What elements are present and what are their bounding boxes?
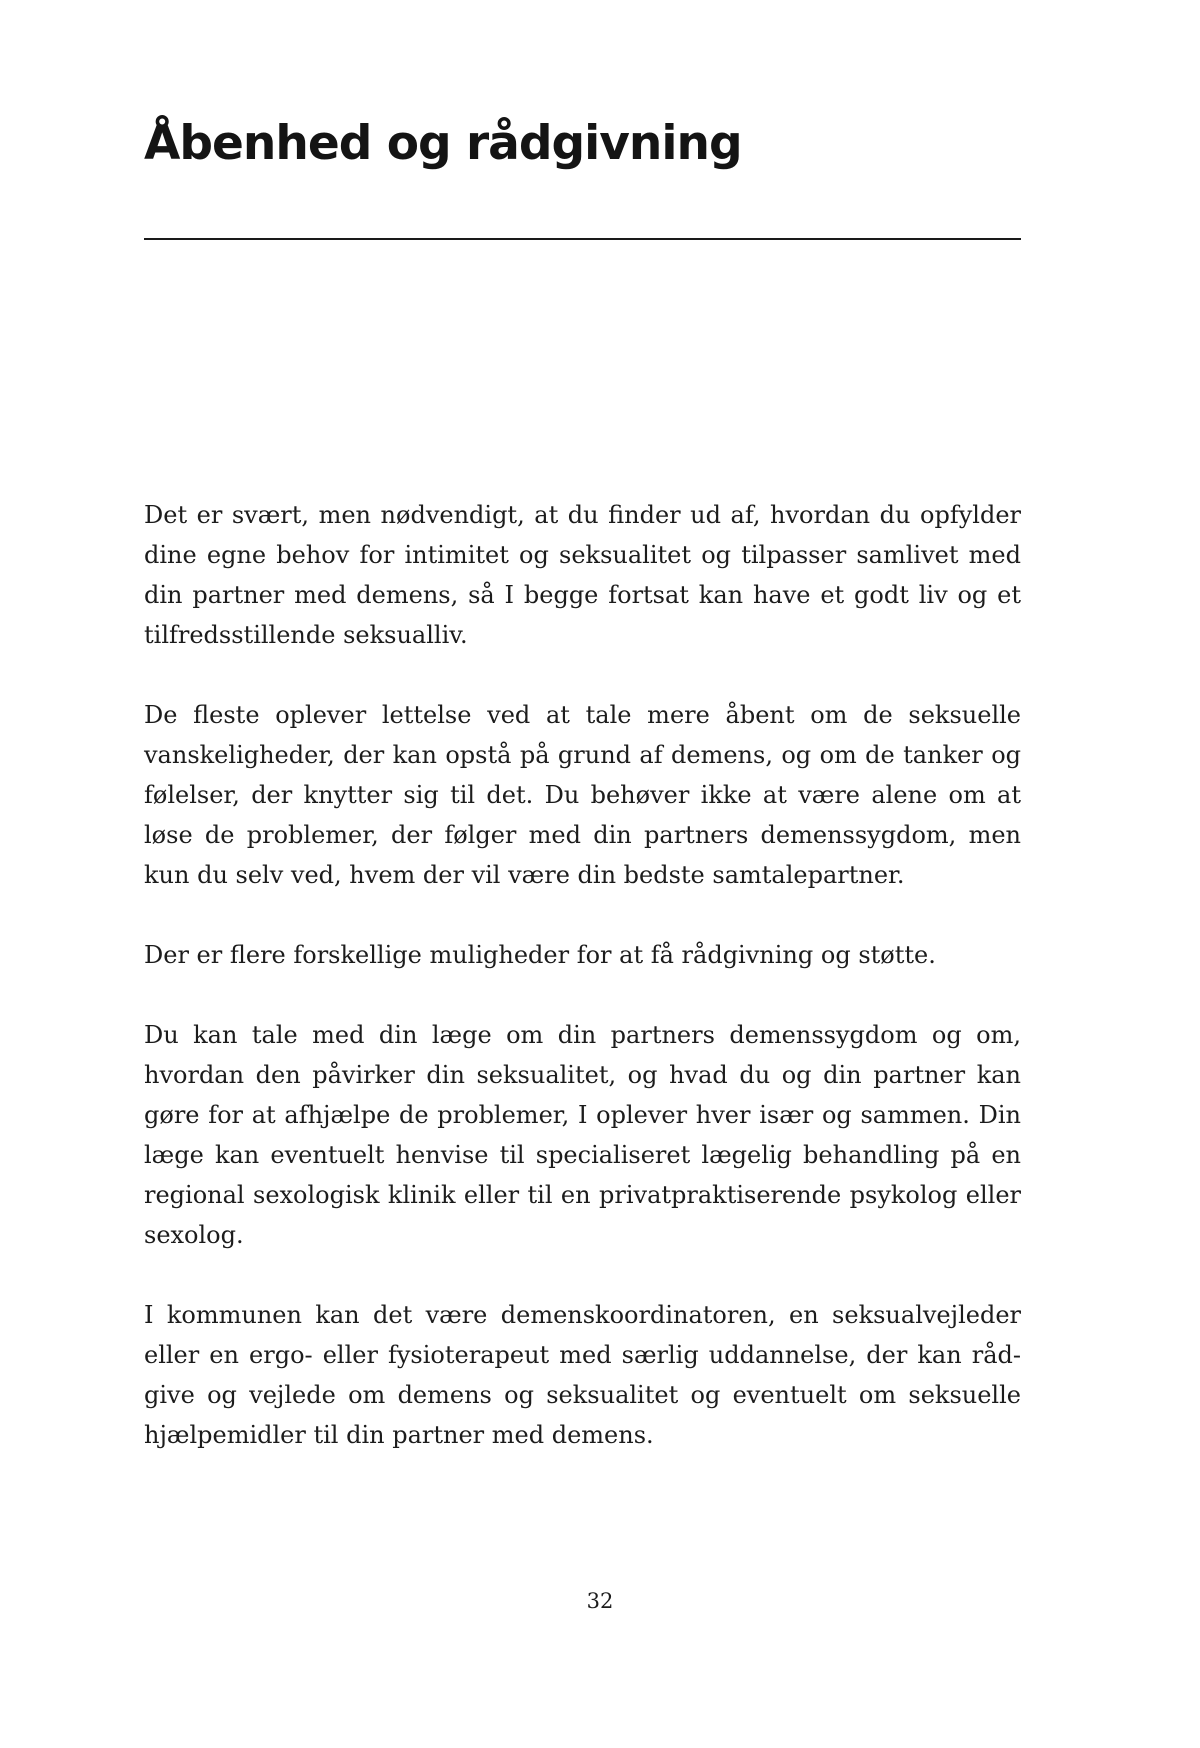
page-title: Åbenhed og rådgivning bbox=[144, 116, 742, 171]
paragraph-1: Det er svært, men nødvendigt, at du finder ud af, hvordan du opfylder dine egne behov for intimitet og seksualitet og tilpasser samlivet med din partner med demens, så I begge fortsat kan have et godt liv og et tilfredsstillende seksualliv. bbox=[144, 501, 1021, 649]
paragraph-2: De fleste oplever lettelse ved at tale mere åbent om de seksuelle vanskeligheder, der kan opstå på grund af demens, og om de tanker og følelser, der knytter sig til det. Du behøver ikke at være alene om at løse de problemer, der følger med din partners demenssygdom, men kun du selv ved, hvem der vil være din bedste samtalepartner. bbox=[144, 701, 1021, 889]
body-text bbox=[144, 495, 1021, 1495]
title-divider bbox=[144, 238, 1021, 240]
page-number: 32 bbox=[586, 1589, 614, 1613]
paragraph-5: I kommunen kan det være demenskoordinatoren, en seksualvejleder eller en ergo- eller fysioterapeut med særlig uddannelse, der kan rådgive og vejlede om demens og seksualitet og eventuelt om seksuelle hjælpemidler til din partner med demens. bbox=[144, 1301, 1021, 1449]
paragraph-4: Du kan tale med din læge om din partners demenssygdom og om, hvordan den påvirker din seksualitet, og hvad du og din partner kan gøre for at afhjælpe de problemer, I oplever hver især og sammen. Din læge kan eventuelt henvise til specialiseret lægelig behandling på en regional sexologisk klinik eller til en privatpraktiserende psykolog eller sexolog. bbox=[144, 1021, 1021, 1249]
paragraph-3: Der er flere forskellige muligheder for at få rådgivning og støtte. bbox=[144, 941, 936, 969]
